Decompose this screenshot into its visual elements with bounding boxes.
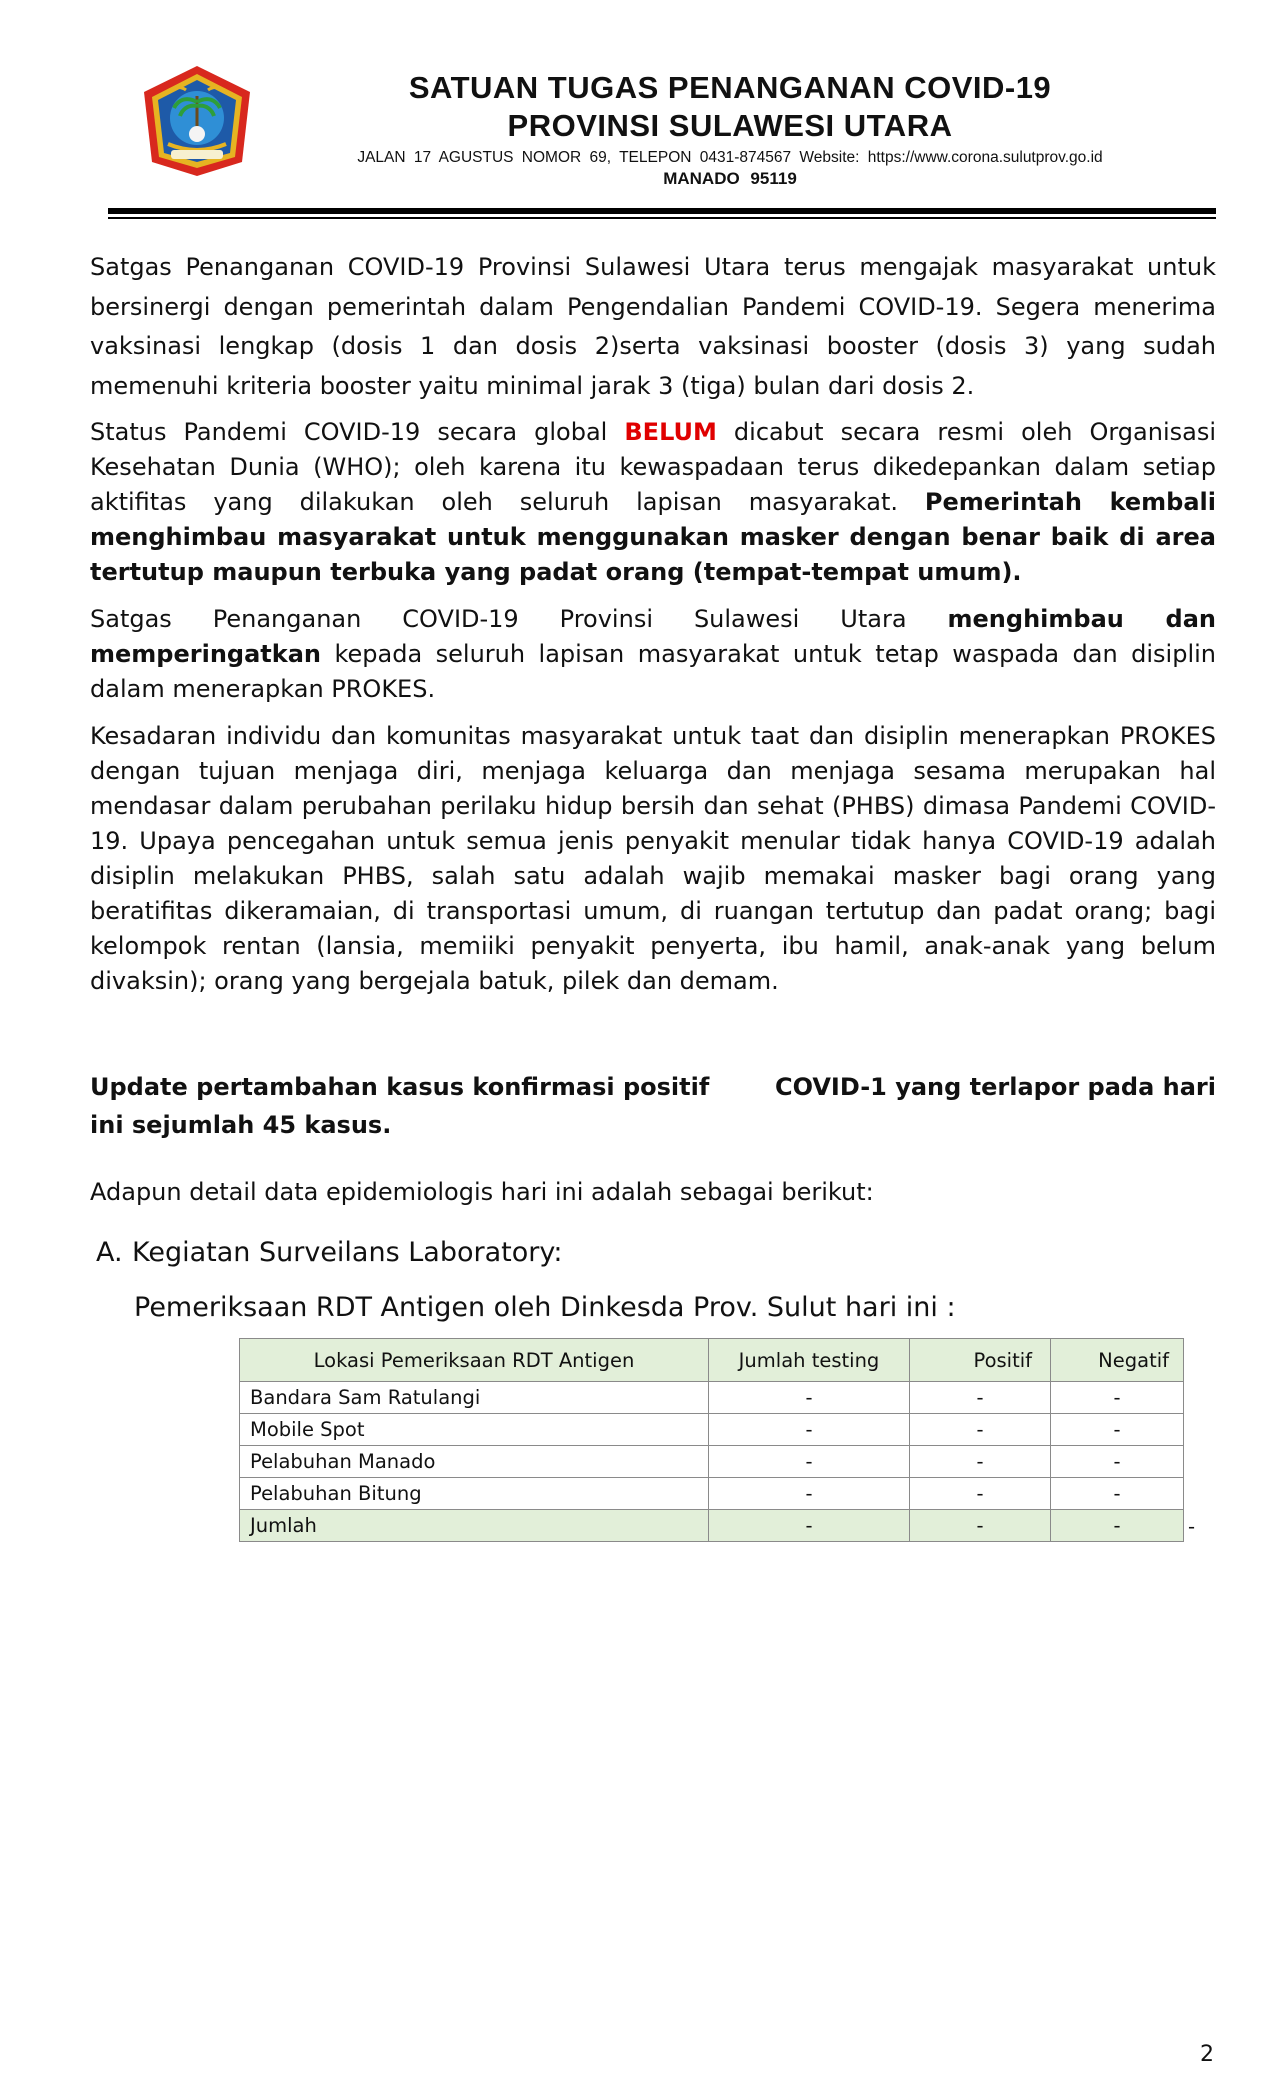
mask-appeal-bold: Pemerintah kembali menghimbau masyarakat untuk menggunakan masker dengan benar baik di area tertutup maupun terbuka yang padat orang (tempat-tempat umum). — [90, 488, 1217, 586]
table-cell: - — [1051, 1382, 1184, 1414]
org-address: JALAN 17 AGUSTUS NOMOR 69, TELEPON 0431-874567 Website: https://www.corona.sulutprov.go.id — [357, 149, 1103, 166]
paragraph-text: Satgas Penanganan COVID-19 Provinsi Sulawesi Utara — [90, 605, 948, 633]
section-title: Kegiatan Surveilans Laboratory: — [132, 1237, 563, 1268]
table-cell: - — [709, 1414, 910, 1446]
provincial-emblem-icon — [138, 62, 256, 180]
paragraph-appeal — [90, 602, 1216, 707]
case-update-left: Update pertambahan kasus konfirmasi positif — [90, 1073, 710, 1101]
table-cell-location: Jumlah — [240, 1510, 709, 1542]
org-subtitle: PROVINSI SULAWESI UTARA — [507, 108, 953, 143]
table-total-row — [240, 1510, 1184, 1542]
rdt-antigen-table — [239, 1338, 1184, 1542]
paragraph-text: kepada seluruh lapisan masyarakat untuk tetap waspada dan disiplin dalam menerapkan PROKES. — [90, 640, 1216, 703]
org-title: SATUAN TUGAS PENANGANAN COVID-19 — [408, 70, 1052, 105]
page-number: 2 — [1200, 2042, 1214, 2067]
table-cell: - — [910, 1478, 1051, 1510]
epidemiology-intro: Adapun detail data epidemiologis hari ini adalah sebagai berikut: — [90, 1178, 874, 1206]
paragraph-vaccination: Satgas Penanganan COVID-19 Provinsi Sulawesi Utara terus mengajak masyarakat untuk bersinergi dengan pemerintah dalam Pengendalian Pandemi COVID-19. Segera menerima vaksinasi lengkap (dosis 1 dan dosis 2)serta vaksinasi booster (dosis 3) yang sudah memenuhi kriteria booster yaitu minimal jarak 3 (tiga) bulan dari dosis 2. — [90, 253, 1216, 400]
appeal-bold: menghimbau dan memperingatkan — [90, 605, 1216, 668]
body-text — [90, 248, 1216, 1011]
paragraph-text: dicabut secara resmi oleh Organisasi Kesehatan Dunia (WHO); oleh karena itu kewaspadaan terus dikedepankan dalam setiap aktifitas yang dilakukan oleh seluruh lapisan masyarakat. — [90, 418, 1216, 516]
section-marker: A. — [96, 1237, 123, 1268]
column-header-positive: Positif — [910, 1339, 1051, 1382]
table-row — [240, 1414, 1184, 1446]
table-cell: - — [910, 1414, 1051, 1446]
table-cell-location: Pelabuhan Manado — [240, 1446, 709, 1478]
table-cell: - — [1051, 1414, 1184, 1446]
table-row — [240, 1382, 1184, 1414]
table-row — [240, 1446, 1184, 1478]
case-update — [90, 1068, 1216, 1144]
column-header-negative: Negatif — [1051, 1339, 1184, 1382]
case-update-line1 — [90, 1068, 1216, 1106]
table-cell: - — [709, 1382, 910, 1414]
table-cell-location: Pelabuhan Bitung — [240, 1478, 709, 1510]
org-city: MANADO 95119 — [663, 169, 797, 188]
column-header-testing: Jumlah testing — [709, 1339, 910, 1382]
table-cell: - — [709, 1446, 910, 1478]
table-cell: - — [1051, 1510, 1184, 1542]
table-cell: - — [910, 1382, 1051, 1414]
table-header-row — [240, 1339, 1184, 1382]
trailing-dash: - — [1188, 1515, 1196, 1538]
paragraph-phbs: Kesadaran individu dan komunitas masyarakat untuk taat dan disiplin menerapkan PROKES dengan tujuan menjaga diri, menjaga keluarga dan menjaga sesama merupakan hal mendasar dalam perubahan perilaku hidup bersih dan sehat (PHBS) dimasa Pandemi COVID-19. Upaya pencegahan untuk semua jenis penyakit menular tidak hanya COVID-19 adalah disiplin melakukan PHBS, salah satu adalah wajib memakai masker bagi orang yang beratifitas dikeramaian, di transportasi umum, di ruangan tertutup dan padat orang; bagi kelompok rentan (lansia, memiiki penyakit penyerta, ibu hamil, anak-anak yang belum divaksin); orang yang bergejala batuk, pilek dan demam. — [90, 722, 1216, 995]
table-cell: - — [910, 1510, 1051, 1542]
case-update-line2: ini sejumlah 45 kasus. — [90, 1111, 392, 1139]
section-a-heading — [96, 1235, 562, 1271]
header-divider-thin — [108, 217, 1216, 219]
paragraph-text: Status Pandemi COVID-19 secara global — [90, 418, 625, 446]
rdt-subheading: Pemeriksaan RDT Antigen oleh Dinkesda Prov. Sulut hari ini : — [134, 1292, 956, 1323]
table-cell: - — [1051, 1478, 1184, 1510]
table-cell: - — [709, 1478, 910, 1510]
header-divider-thick — [108, 208, 1216, 214]
table-cell-location: Mobile Spot — [240, 1414, 709, 1446]
belum-highlight: BELUM — [624, 418, 717, 446]
table-cell-location: Bandara Sam Ratulangi — [240, 1382, 709, 1414]
table-cell: - — [910, 1446, 1051, 1478]
case-update-right: COVID-1 yang terlapor pada hari — [774, 1073, 1216, 1101]
table-cell: - — [1051, 1446, 1184, 1478]
paragraph-pandemic-status — [90, 415, 1216, 590]
column-header-location: Lokasi Pemeriksaan RDT Antigen — [240, 1339, 709, 1382]
table-row — [240, 1478, 1184, 1510]
table-cell: - — [709, 1510, 910, 1542]
